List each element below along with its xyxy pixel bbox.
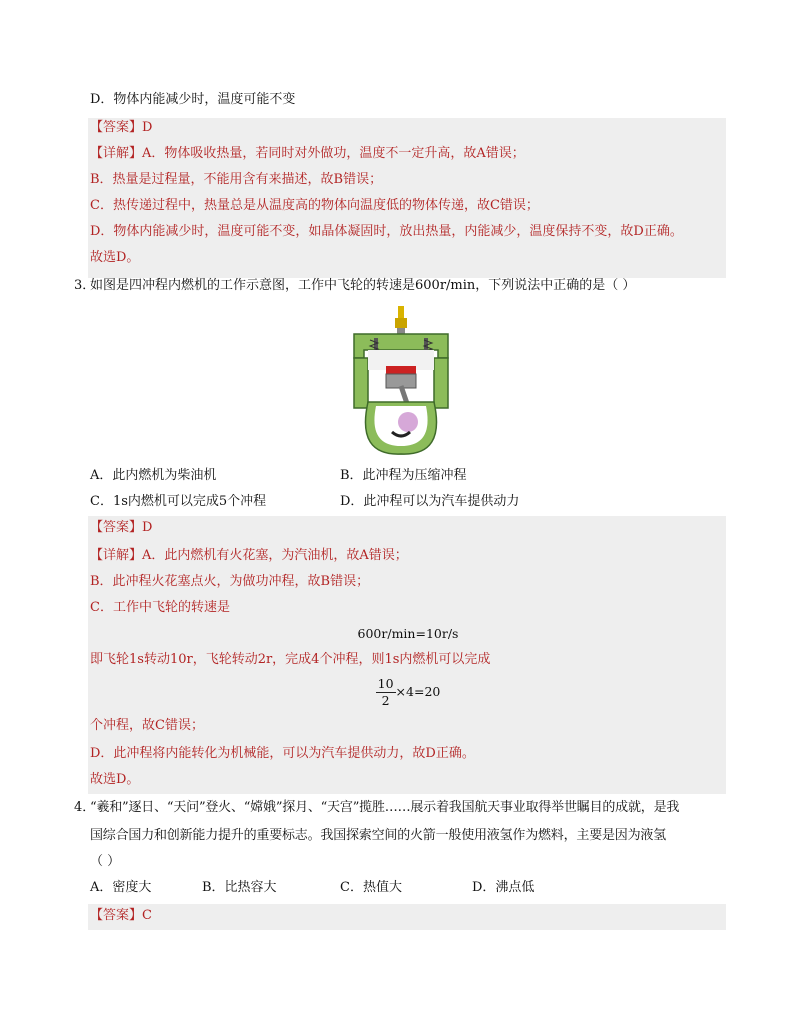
q3-explain-end: 个冲程，故C错误； — [90, 718, 204, 733]
q3-answer: 【答案】D — [90, 520, 153, 535]
q4-stem-line: （ ） — [90, 854, 121, 869]
q3-option-d: D．此冲程可以为汽车提供动力 — [340, 494, 520, 509]
q4-stem-line: 国综合国力和创新能力提升的重要标志。我国探索空间的火箭一般使用液氢作为燃料，主要是因为液氢 — [90, 828, 667, 843]
q4-option-c: C．热值大 — [340, 880, 402, 895]
q2-answer: 【答案】D — [90, 120, 153, 135]
q4-number: 4． — [74, 800, 96, 815]
q3-explain-line: B．此冲程火花塞点火，为做功冲程，故B错误； — [90, 574, 370, 589]
q2-explain-line: 故选D。 — [90, 250, 140, 265]
q3-explain-line: C．工作中飞轮的转速是 — [90, 600, 230, 615]
q3-option-a: A．此内燃机为柴油机 — [90, 468, 217, 483]
formula-rest: ×4=20 — [395, 684, 441, 699]
q4-answer-box — [88, 904, 726, 930]
q3-explain-end: 故选D。 — [90, 772, 140, 787]
q4-answer: 【答案】C — [90, 908, 152, 923]
q4-option-d: D．沸点低 — [472, 880, 535, 895]
fraction-denominator: 2 — [381, 693, 390, 708]
q2-explain-line: C．热传递过程中，热量总是从温度高的物体向温度低的物体传递，故C错误； — [90, 198, 539, 213]
q2-answer-box — [88, 118, 726, 278]
q2-explain-line: B．热量是过程量，不能用含有来描述，故B错误； — [90, 172, 383, 187]
q3-number: 3． — [74, 278, 96, 293]
q3-explain-line: 【详解】A．此内燃机有火花塞，为汽油机，故A错误； — [90, 548, 408, 563]
q2-explain-line: D．物体内能减少时，温度可能不变，如晶体凝固时，放出热量，内能减少，温度保持不变，故D正确。 — [90, 224, 683, 239]
q3-option-b: B．此冲程为压缩冲程 — [340, 468, 467, 483]
piston-icon — [386, 366, 416, 374]
q3-answer-box — [88, 516, 726, 794]
q3-formula-1: 600r/min=10r/s — [357, 626, 459, 641]
crankshaft-icon — [398, 412, 418, 432]
q4-option-b: B．比热容大 — [202, 880, 277, 895]
q2-option-d: D．物体内能减少时，温度可能不变 — [90, 92, 296, 107]
engine-diagram — [346, 306, 456, 456]
q3-stem: 如图是四冲程内燃机的工作示意图，工作中飞轮的转速是600r/min，下列说法中正确的是（ ） — [90, 278, 636, 293]
fraction — [376, 676, 396, 709]
q3-explain-mid: 即飞轮1s转动10r，飞轮转动2r，完成4个冲程，则1s内燃机可以完成 — [90, 652, 491, 667]
q3-option-c: C．1s内燃机可以完成5个冲程 — [90, 494, 267, 509]
q3-explain-end: D．此冲程将内能转化为机械能，可以为汽车提供动力，故D正确。 — [90, 746, 475, 761]
spark-plug-icon — [398, 306, 404, 318]
fraction-numerator: 10 — [377, 676, 394, 691]
q4-stem-line: “羲和”逐日、“天问”登火、“嫦娥”探月、“天宫”揽胜……展示着我国航天事业取得举世瞩目的成就，是我 — [90, 800, 680, 815]
q4-option-a: A．密度大 — [90, 880, 152, 895]
q2-explain-line: 【详解】A．物体吸收热量，若同时对外做功，温度不一定升高，故A错误； — [90, 146, 525, 161]
q3-formula-2 — [90, 676, 726, 709]
